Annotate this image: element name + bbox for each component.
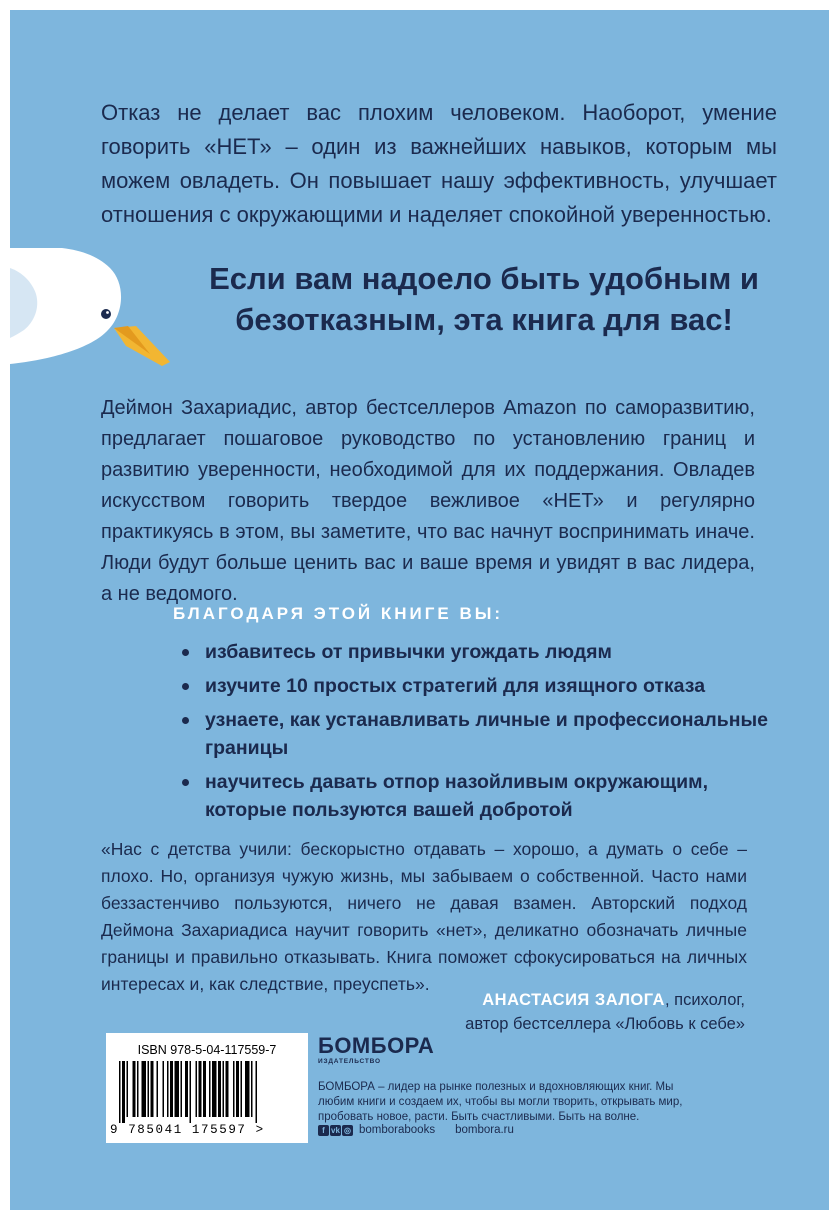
facebook-icon: f	[318, 1125, 329, 1136]
quote-attribution	[465, 988, 745, 1036]
book-back-cover	[10, 10, 829, 1210]
description-paragraph: Деймон Захариадис, автор бестселлеров Amazon по саморазвитию, предлагает пошаговое руководство по установлению границ и развитию уверенности, необходимой для их поддержания. Овладев искусством говорить твердое вежливое «НЕТ» и регулярно практикуясь в этом, вы заметите, что вас начнут воспринимать иначе. Люди будут больше ценить вас и ваше время и увидят в вас лидера, а не ведомого.	[101, 397, 755, 605]
seagull-illustration	[10, 248, 170, 368]
logo-subtitle: ИЗДАТЕЛЬСТВО	[318, 1058, 381, 1065]
vk-icon: vk	[331, 1125, 340, 1135]
bullet-icon	[182, 683, 189, 690]
logo-text: БОМБОРА	[318, 1033, 435, 1058]
benefits-heading: БЛАГОДАРЯ ЭТОЙ КНИГЕ ВЫ:	[173, 604, 504, 623]
bullet-icon	[182, 649, 189, 656]
benefit-item: научитесь давать отпор назойливым окружающим, которые пользуются вашей добротой	[182, 768, 782, 824]
social-handle: bomborabooks	[359, 1124, 436, 1136]
publisher-logo	[318, 1034, 434, 1065]
testimonial-quote: «Нас с детства учили: бескорыстно отдавать – хорошо, а думать о себе – плохо. Но, организуя чужую жизнь, мы забываем о собственной. Часто нами беззастенчиво пользуются, ничего не давая взамен. Авторский подход Деймона Захариадиса научит говорить «нет», деликатно обозначать личные границы и правильно отказывать. Книга поможет сфокусироваться на личных интересах и, как следствие, преуспеть».	[101, 839, 747, 994]
isbn-barcode	[106, 1033, 308, 1143]
author-name: АНАСТАСИЯ ЗАЛОГА	[482, 991, 665, 1009]
barcode-icon	[117, 1061, 297, 1123]
benefits-list	[182, 638, 782, 830]
website-link: bombora.ru	[455, 1124, 514, 1136]
barcode-digits: 9 785041 175597 >	[110, 1123, 265, 1137]
benefit-item: избавитесь от привычки угождать людям	[182, 638, 782, 666]
headline: Если вам надоело быть удобным и безотказным, эта книга для вас!	[209, 261, 759, 337]
publisher-social	[318, 1124, 514, 1136]
benefit-item: узнаете, как устанавливать личные и профессиональные границы	[182, 706, 782, 762]
author-role: , психолог,	[664, 991, 745, 1009]
instagram-icon: ◎	[342, 1125, 353, 1136]
author-detail: автор бестселлера «Любовь к себе»	[465, 1015, 745, 1033]
bullet-icon	[182, 717, 189, 724]
intro-paragraph: Отказ не делает вас плохим человеком. Наоборот, умение говорить «НЕТ» – один из важнейших навыков, которым мы можем овладеть. Он повышает нашу эффективность, улучшает отношения с окружающими и наделяет спокойной уверенностью.	[101, 100, 777, 227]
benefit-item: изучите 10 простых стратегий для изящного отказа	[182, 672, 782, 700]
bullet-icon	[182, 779, 189, 786]
publisher-description: БОМБОРА – лидер на рынке полезных и вдохновляющих книг. Мы любим книги и создаем их, чтобы вы могли творить, открывать мир, пробовать новое, расти. Быть счастливыми. Быть на волне.	[318, 1081, 683, 1123]
isbn-label: ISBN 978-5-04-117559-7	[137, 1043, 277, 1057]
